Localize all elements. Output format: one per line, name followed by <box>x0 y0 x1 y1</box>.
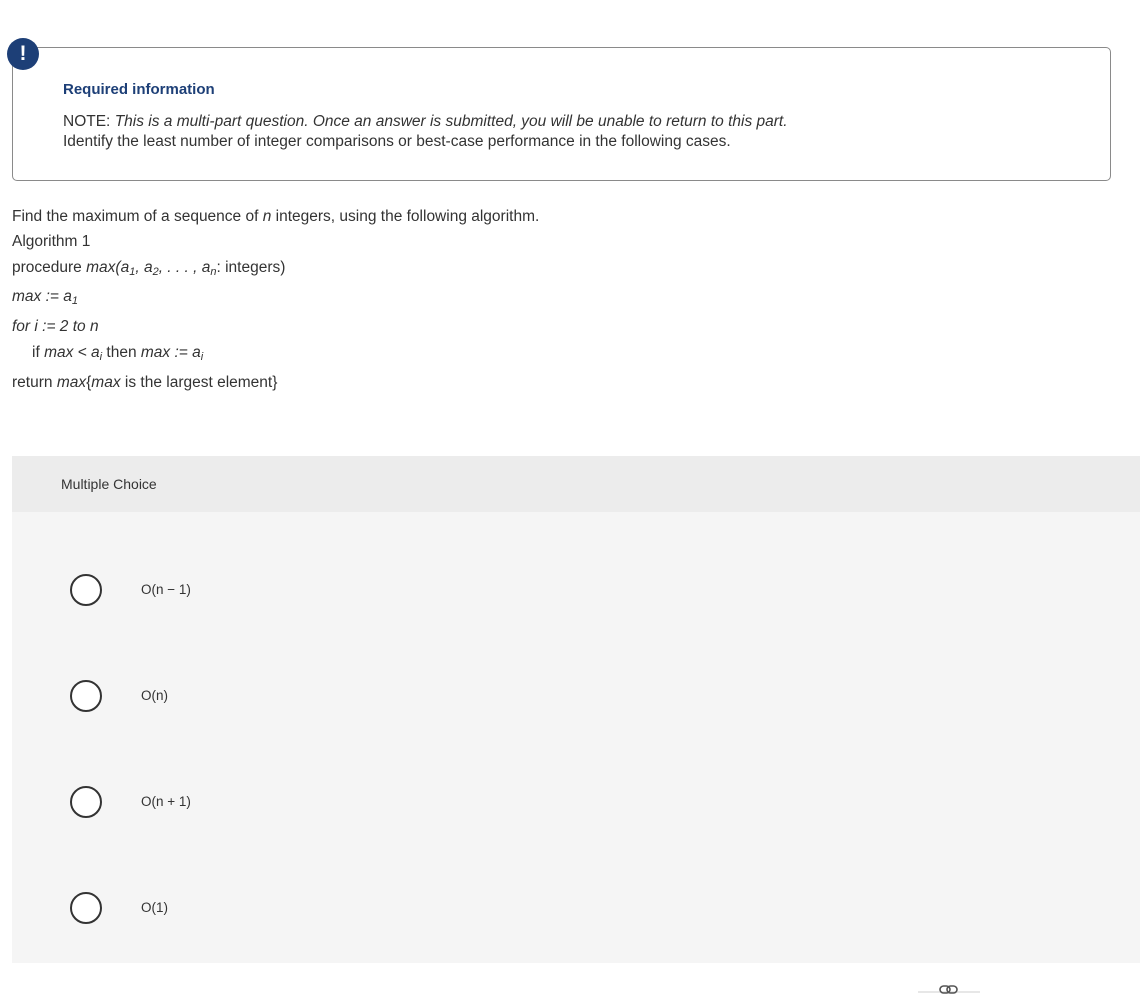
then-statement <box>141 344 203 361</box>
return-var: max <box>56 374 87 391</box>
proc-sub1: 1 <box>129 266 136 278</box>
multiple-choice-label: Multiple Choice <box>61 476 157 492</box>
for-var: n <box>89 318 99 335</box>
choice-option-2[interactable] <box>70 680 470 716</box>
intro-var: n <box>262 208 272 225</box>
link-icon[interactable] <box>918 983 980 995</box>
question-intro <box>12 208 539 226</box>
assign-line <box>12 288 78 307</box>
intro-pre: Find the maximum of a sequence of <box>12 208 259 225</box>
proc-tail: : integers) <box>216 259 286 276</box>
for-line <box>12 318 99 336</box>
proc-signature <box>86 259 216 276</box>
return-comment-pre: { <box>86 374 92 391</box>
note-label: NOTE: <box>63 113 111 130</box>
return-line <box>12 374 277 392</box>
choice-label: O(1) <box>141 900 168 915</box>
algorithm-title: Algorithm 1 <box>12 233 91 250</box>
multiple-choice-header <box>12 456 1140 512</box>
if-keyword: if <box>32 344 40 361</box>
note-text: This is a multi-part question. Once an answer is submitted, you will be unable to return to this part. <box>114 113 788 130</box>
then-keyword: then <box>106 344 137 361</box>
multiple-choice-panel <box>12 456 1140 963</box>
radio-button[interactable] <box>70 892 102 924</box>
if-sub: i <box>99 351 103 363</box>
proc-args: (a <box>115 259 130 276</box>
proc-sep2: , . . . , a <box>158 259 211 276</box>
info-title: Required information <box>63 81 215 98</box>
radio-button[interactable] <box>70 574 102 606</box>
choice-label: O(n + 1) <box>141 794 191 809</box>
radio-button[interactable] <box>70 786 102 818</box>
if-cond: max < a <box>44 344 100 361</box>
proc-subn: n <box>210 266 217 278</box>
proc-sub2: 2 <box>152 266 159 278</box>
radio-button[interactable] <box>70 680 102 712</box>
then-sub: i <box>200 351 204 363</box>
required-info-box <box>12 47 1111 181</box>
if-condition <box>44 344 102 361</box>
choice-option-1[interactable] <box>70 574 470 610</box>
assign-sub: 1 <box>71 295 78 307</box>
assign-lhs: max := a <box>12 288 72 305</box>
proc-keyword: procedure <box>12 259 82 276</box>
return-comment-post: is the largest element} <box>124 374 278 391</box>
proc-name: max <box>86 259 116 276</box>
procedure-line <box>12 259 285 278</box>
intro-post: integers, using the following algorithm. <box>275 208 540 225</box>
note-line <box>63 112 788 132</box>
for-keyword: for i := 2 to <box>12 318 86 335</box>
choice-label: O(n − 1) <box>141 582 191 597</box>
if-line <box>32 344 203 363</box>
info-note <box>63 112 788 152</box>
then-stmt: max := a <box>140 344 201 361</box>
return-keyword: return <box>12 374 53 391</box>
choice-label: O(n) <box>141 688 168 703</box>
choice-option-4[interactable] <box>70 892 470 928</box>
return-comment-var: max <box>91 374 121 391</box>
alert-icon: ! <box>7 38 39 70</box>
instruction-text: Identify the least number of integer comparisons or best-case performance in the following cases. <box>63 133 731 150</box>
proc-sep1: , a <box>135 259 153 276</box>
choice-option-3[interactable] <box>70 786 470 822</box>
